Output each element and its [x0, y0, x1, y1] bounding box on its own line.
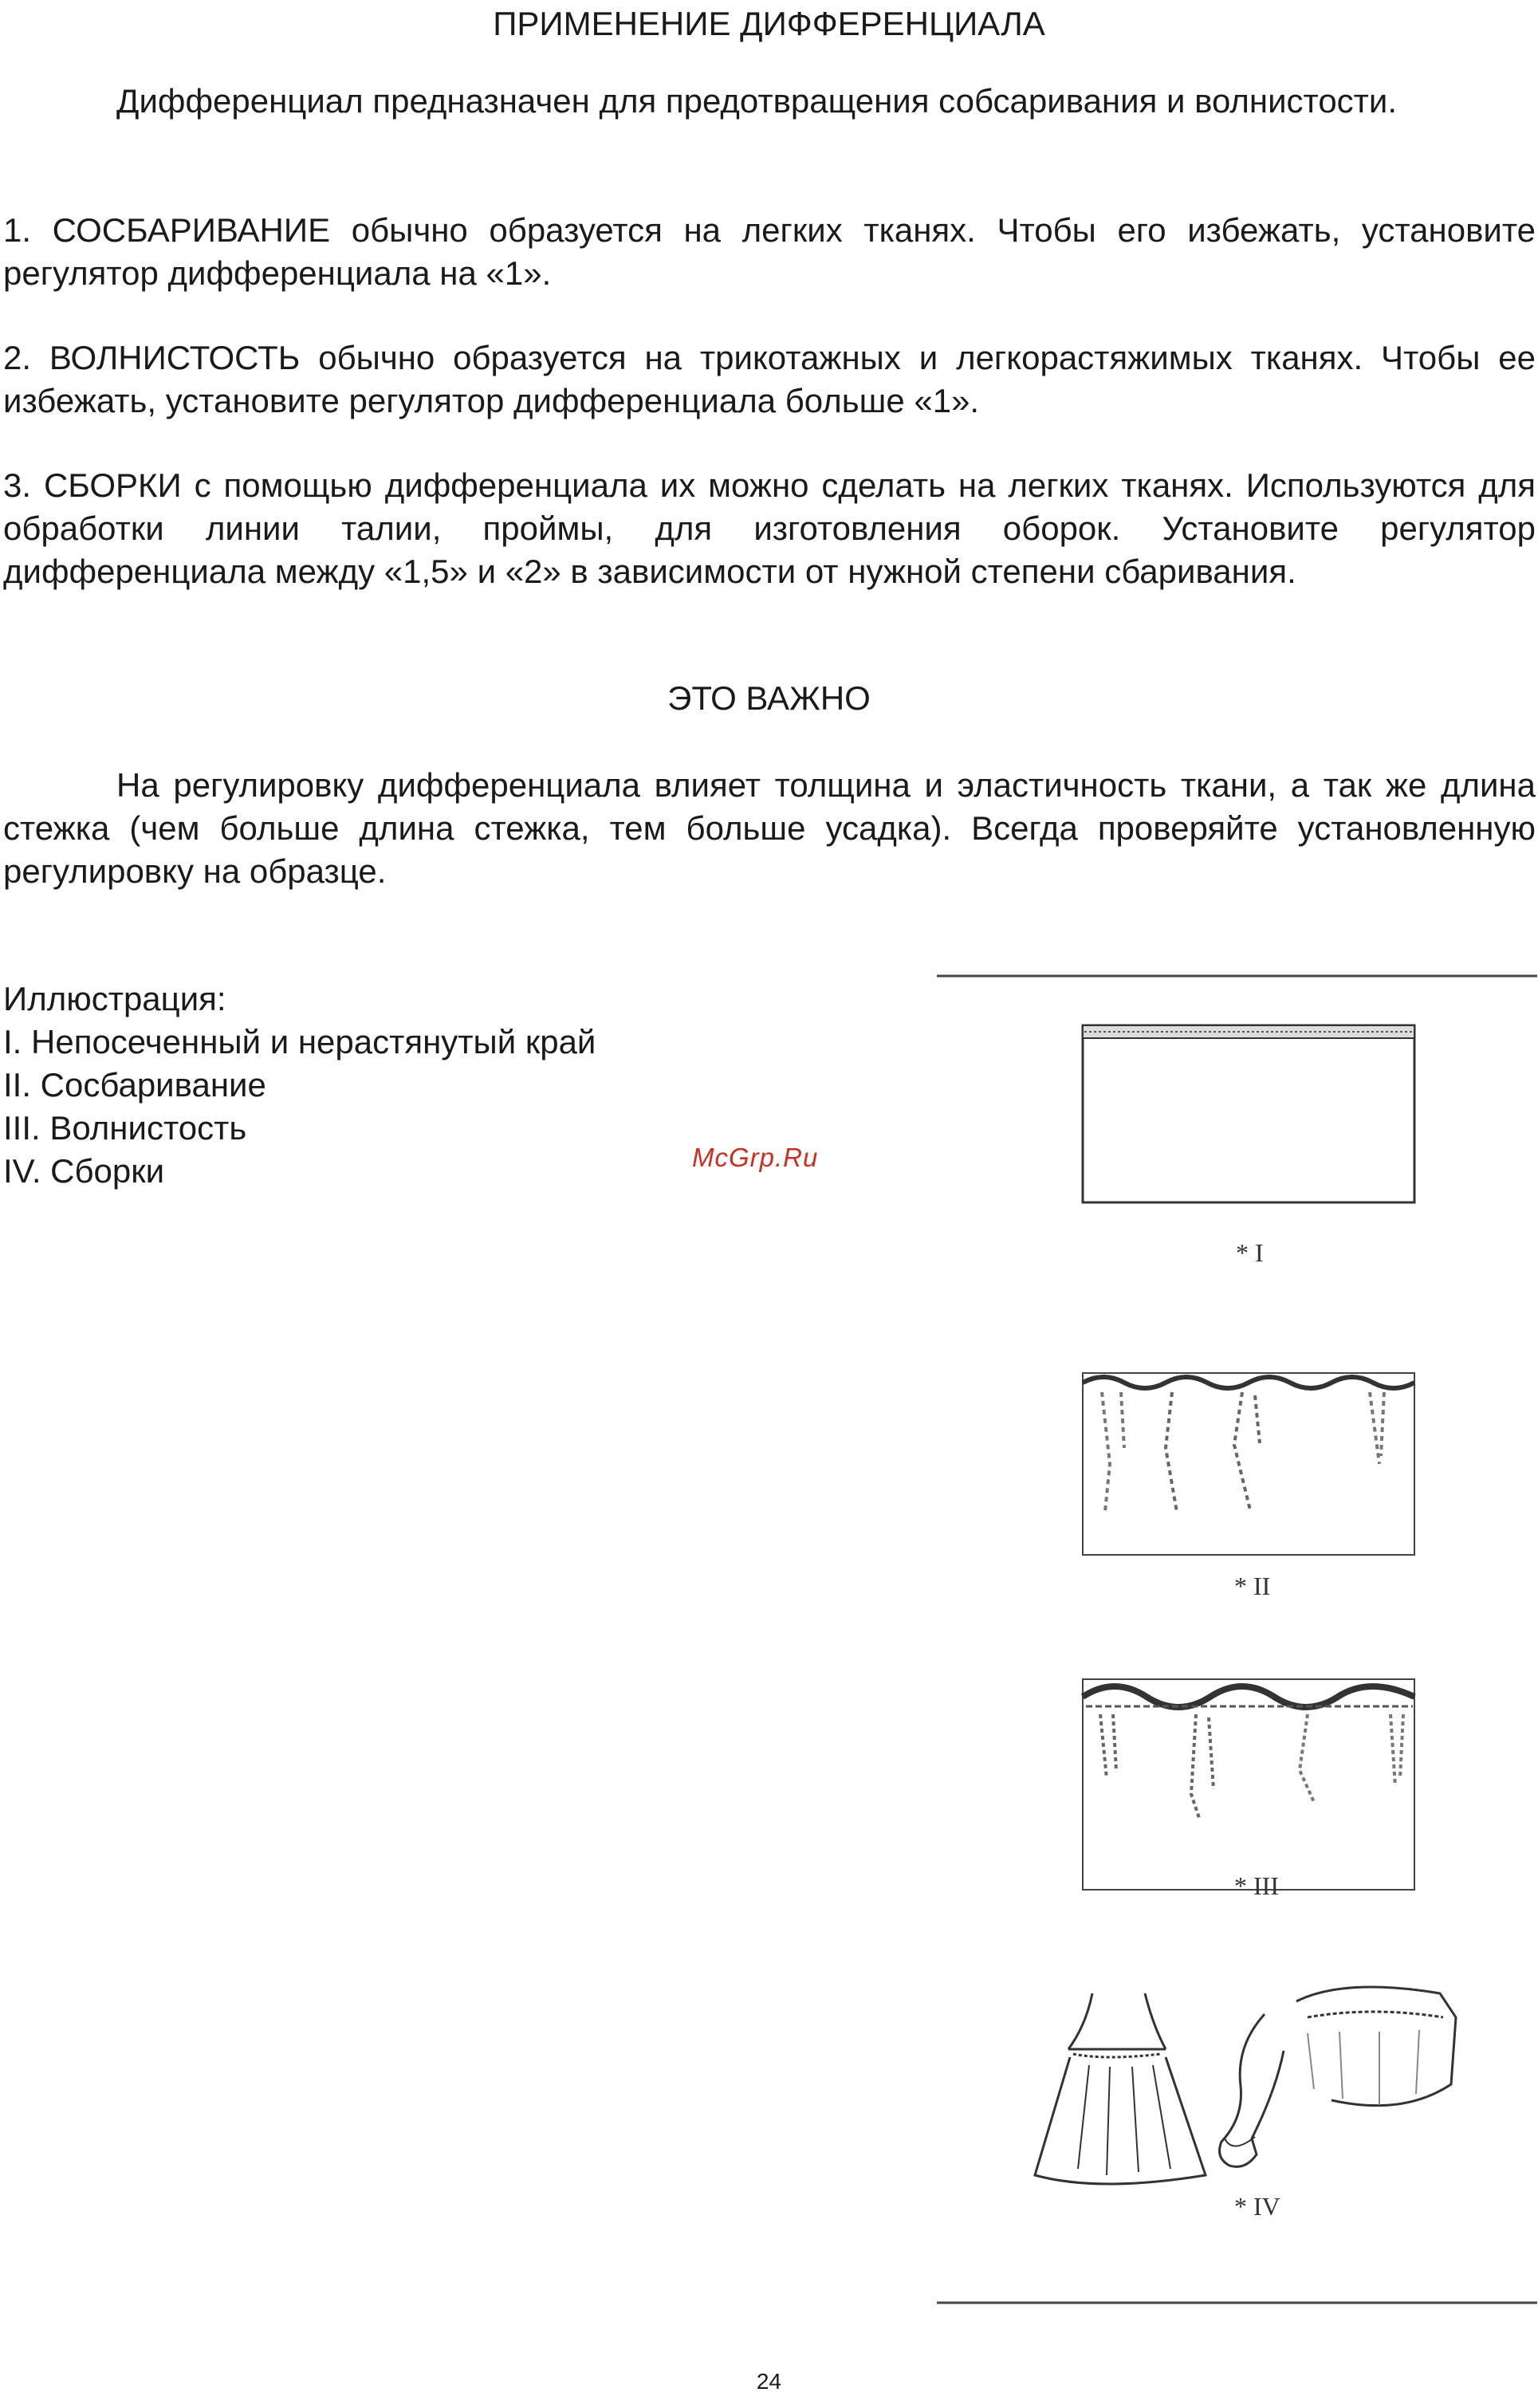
figure-label-1: * I — [1236, 1238, 1264, 1267]
panel-gathering — [1083, 1373, 1414, 1555]
item-gathering: 1. СОСБАРИВАНИЕ обычно образуется на легких тканях. Чтобы его избежать, установите регулятор дифференциала на «1». — [3, 211, 1536, 292]
panel-waviness — [1083, 1679, 1414, 1890]
watermark: McGrp.Ru — [692, 1143, 819, 1172]
intro-paragraph: Дифференциал предназначен для предотвращения собсаривания и волнистости. — [116, 82, 1398, 120]
illustration-figure — [933, 965, 1538, 2320]
page-number: 24 — [756, 2369, 782, 2394]
item-waviness: 2. ВОЛНИСТОСТЬ обычно образуется на трикотажных и легкорастяжимых тканях. Чтобы ее избежать, установите регулятор дифференциала больше «1». — [3, 339, 1536, 419]
illustration-legend — [3, 978, 721, 1193]
figure-label-2: * II — [1234, 1572, 1271, 1600]
figure-label-3: * III — [1234, 1871, 1279, 1900]
panel-flat-edge — [1083, 1025, 1414, 1202]
legend-item: II. Сосбаривание — [3, 1066, 266, 1104]
legend-heading: Иллюстрация: — [3, 980, 226, 1017]
legend-item: IV. Сборки — [3, 1152, 165, 1190]
page-title: ПРИМЕНЕНИЕ ДИФФЕРЕНЦИАЛА — [493, 5, 1045, 42]
item-gathers: 3. СБОРКИ с помощью дифференциала их можно сделать на легких тканях. Используются для обработки линии талии, проймы, для изготовления оборок. Установите регулятор дифференциала между «1,5» и «2» в зависимости от нужной степени сбаривания. — [3, 466, 1536, 590]
legend-item: III. Волнистость — [3, 1109, 247, 1147]
panel-gathers — [1035, 1987, 1456, 2184]
important-paragraph: На регулировку дифференциала влияет толщина и эластичность ткани, а так же длина стежка (чем больше длина стежка, тем больше усадка). Всегда проверяйте установленную регулировку на образце. — [3, 766, 1536, 890]
figure-label-4: * IV — [1234, 2192, 1280, 2221]
important-heading: ЭТО ВАЖНО — [667, 679, 871, 717]
legend-item: I. Непосеченный и нерастянутый край — [3, 1023, 596, 1060]
